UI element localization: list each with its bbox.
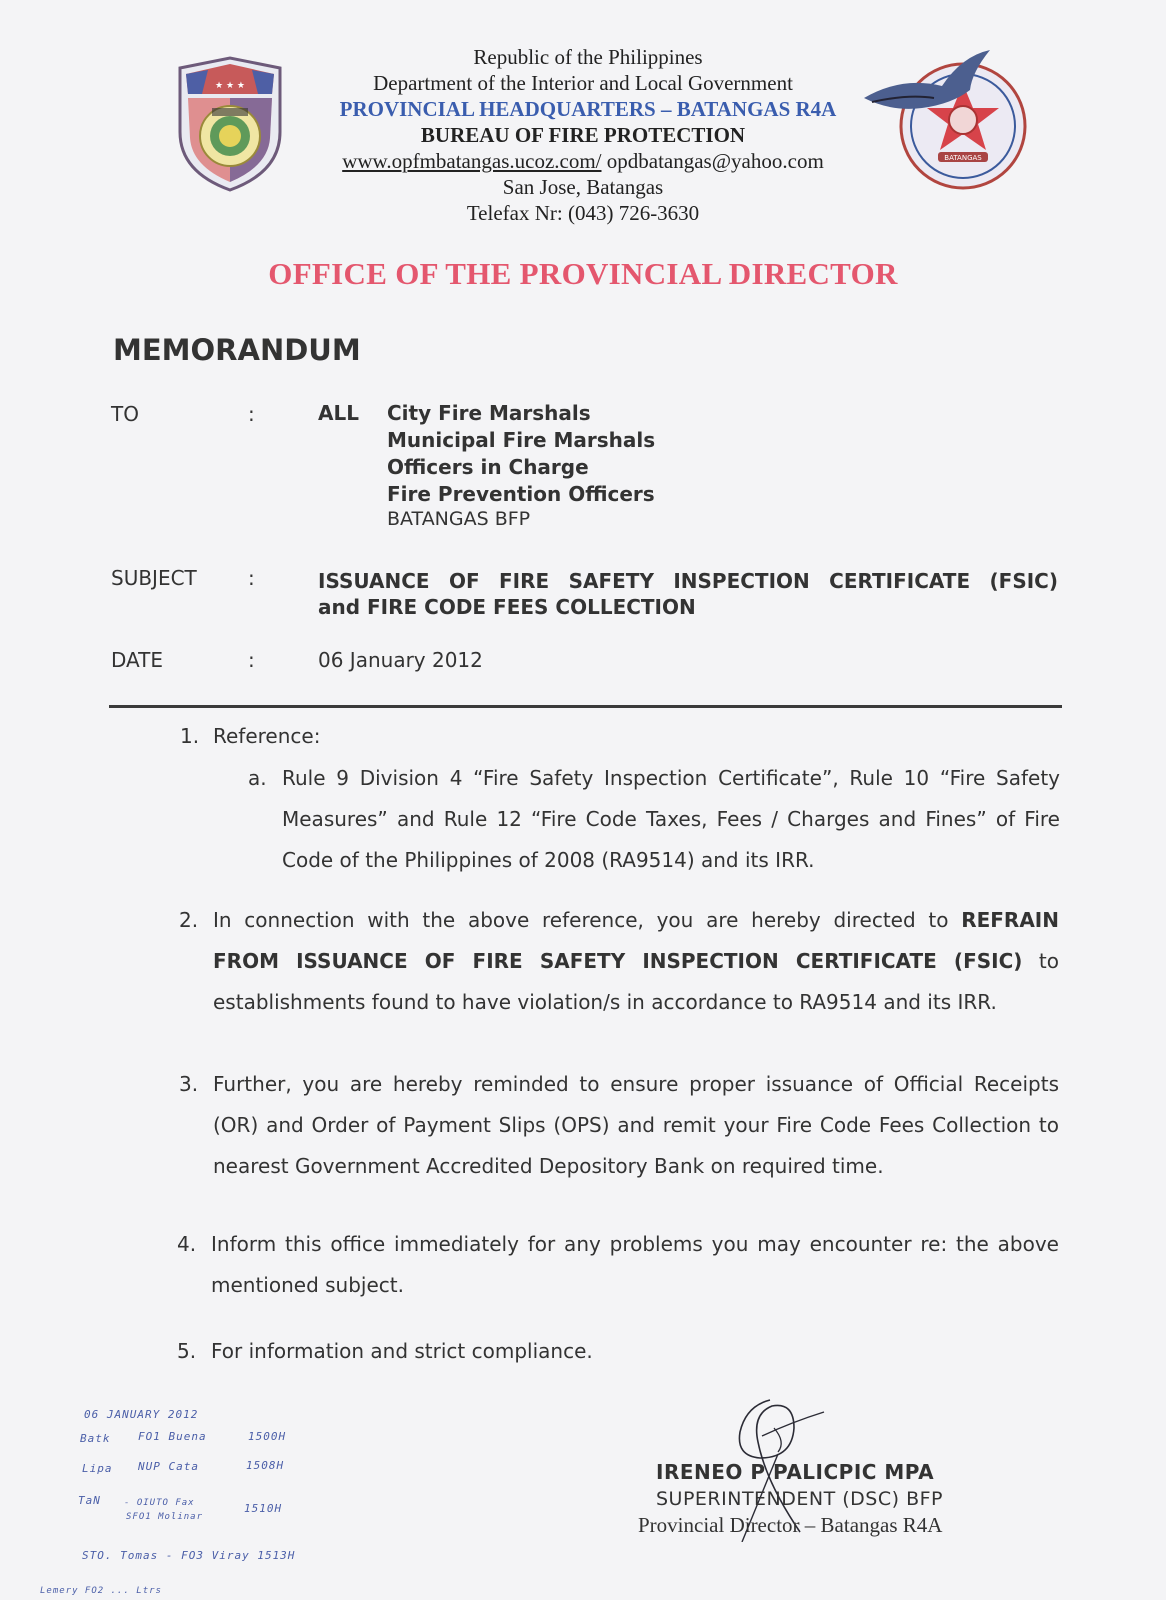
para-4-text bbox=[211, 1224, 1059, 1306]
seal-banner-text: BATANGAS bbox=[944, 154, 982, 162]
para-line: mentioned subject. bbox=[211, 1273, 404, 1297]
handwritten-note: STO. Tomas - FO3 Viray 1513H bbox=[82, 1549, 296, 1562]
to-unit: BATANGAS BFP bbox=[387, 508, 531, 530]
to-label: TO bbox=[111, 402, 139, 426]
signatory-office: Provincial Director – Batangas R4A bbox=[638, 1513, 943, 1537]
para-2-line2-text: to bbox=[1038, 949, 1059, 973]
letterhead-telefax: Telefax Nr: (043) 726-3630 bbox=[466, 201, 700, 225]
handwritten-note: - OIUTO Fax bbox=[124, 1498, 195, 1508]
handwritten-note: Lipa bbox=[82, 1462, 113, 1475]
email-address: opdbatangas@yahoo.com bbox=[606, 149, 824, 173]
handwritten-date: 06 JANUARY 2012 bbox=[84, 1408, 199, 1421]
para-2-line1-text: In connection with the above reference, you are hereby directed to bbox=[213, 908, 949, 932]
para-line bbox=[213, 900, 1059, 941]
para-2-line2-bold: FROM ISSUANCE OF FIRE SAFETY INSPECTION CERTIFICATE (FSIC) bbox=[213, 949, 1023, 973]
handwritten-note: SFO1 Molinar bbox=[126, 1512, 204, 1522]
para-line: (OR) and Order of Payment Slips (OPS) and remit your Fire Code Fees Collection to bbox=[213, 1113, 1059, 1137]
subject-line: ISSUANCE OF FIRE SAFETY INSPECTION CERTIFICATE (FSIC) bbox=[318, 569, 1058, 593]
to-recipient: Fire Prevention Officers bbox=[387, 482, 655, 506]
to-colon: : bbox=[248, 402, 255, 426]
para-1a-text bbox=[282, 758, 1060, 881]
website-link[interactable]: www.opfmbatangas.ucoz.com/ bbox=[342, 149, 602, 173]
para-line: Rule 9 Division 4 “Fire Safety Inspection Certificate”, Rule 10 “Fire Safety bbox=[282, 766, 1060, 790]
para-line: Code of the Philippines of 2008 (RA9514) and its IRR. bbox=[282, 848, 815, 872]
para-5-number: 5. bbox=[177, 1339, 197, 1363]
handwritten-note: NUP Cata bbox=[138, 1460, 199, 1473]
letterhead-department: Department of the Interior and Local Government bbox=[373, 71, 793, 95]
subject-colon: : bbox=[248, 566, 255, 590]
para-2-line1-bold: REFRAIN bbox=[961, 908, 1059, 932]
para-2-text bbox=[213, 900, 1059, 1023]
letterhead-bureau: BUREAU OF FIRE PROTECTION bbox=[420, 123, 746, 147]
para-line bbox=[213, 941, 1059, 982]
date-colon: : bbox=[248, 648, 255, 672]
para-line: establishments found to have violation/s in accordance to RA9514 and its IRR. bbox=[213, 990, 997, 1014]
handwritten-note: Lemery FO2 ... Ltrs bbox=[40, 1586, 162, 1596]
para-3-text bbox=[213, 1064, 1059, 1187]
svg-text:★ ★ ★: ★ ★ ★ bbox=[215, 81, 245, 91]
letterhead-contact bbox=[0, 148, 1166, 174]
letterhead-address: San Jose, Batangas bbox=[502, 175, 664, 199]
para-line: Further, you are hereby reminded to ensure proper issuance of Official Receipts bbox=[213, 1072, 1059, 1096]
to-recipient: Officers in Charge bbox=[387, 455, 589, 479]
para-1-number: 1. bbox=[180, 724, 200, 748]
letterhead-republic: Republic of the Philippines bbox=[473, 45, 703, 69]
para-line: Measures” and Rule 12 “Fire Code Taxes, Fees / Charges and Fines” of Fire bbox=[282, 807, 1060, 831]
to-recipient: City Fire Marshals bbox=[387, 401, 591, 425]
subject-text bbox=[318, 568, 1058, 620]
date-label: DATE bbox=[111, 648, 164, 672]
handwritten-time: 1500H bbox=[248, 1430, 287, 1443]
letterhead bbox=[0, 44, 1166, 226]
signatory-name: IRENEO P PALICPIC MPA bbox=[656, 1460, 935, 1484]
office-title: OFFICE OF THE PROVINCIAL DIRECTOR bbox=[268, 256, 898, 291]
handwritten-note: Batk bbox=[80, 1432, 111, 1445]
subject-label: SUBJECT bbox=[111, 566, 197, 590]
letterhead-provincial-hq: PROVINCIAL HEADQUARTERS – BATANGAS R4A bbox=[339, 97, 837, 121]
para-4-number: 4. bbox=[177, 1232, 197, 1256]
to-recipient: Municipal Fire Marshals bbox=[387, 428, 656, 452]
para-5-text: For information and strict compliance. bbox=[211, 1339, 593, 1363]
date-value: 06 January 2012 bbox=[318, 648, 483, 672]
signatory-title: SUPERINTENDENT (DSC) BFP bbox=[656, 1488, 944, 1510]
memo-title: MEMORANDUM bbox=[113, 333, 361, 367]
handwritten-time: 1510H bbox=[244, 1502, 283, 1515]
subject-line: and FIRE CODE FEES COLLECTION bbox=[318, 595, 696, 619]
para-1a-letter: a. bbox=[248, 766, 267, 790]
divider-rule bbox=[109, 705, 1062, 708]
para-1-text: Reference: bbox=[213, 724, 321, 748]
handwritten-note: TaN bbox=[78, 1494, 101, 1507]
to-all: ALL bbox=[318, 401, 359, 425]
para-2-number: 2. bbox=[179, 908, 199, 932]
handwritten-time: 1508H bbox=[246, 1459, 285, 1472]
handwritten-note: FO1 Buena bbox=[138, 1430, 207, 1443]
to-recipient-list bbox=[387, 400, 655, 530]
para-line: Inform this office immediately for any problems you may encounter re: the above bbox=[211, 1232, 1059, 1256]
para-3-number: 3. bbox=[179, 1072, 199, 1096]
para-line: nearest Government Accredited Depository Bank on required time. bbox=[213, 1154, 884, 1178]
